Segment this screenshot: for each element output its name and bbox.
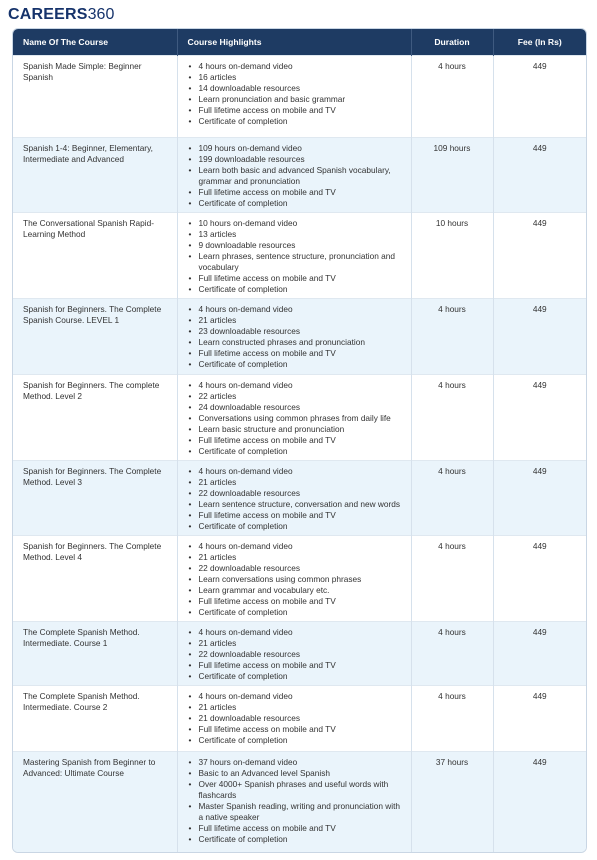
- course-name-cell: Spanish 1-4: Beginner, Elementary, Intermediate and Advanced: [13, 138, 177, 213]
- course-name-cell: Spanish for Beginners. The Complete Method. Level 3: [13, 461, 177, 536]
- course-name-cell: The Complete Spanish Method. Intermediate. Course 1: [13, 622, 177, 686]
- highlight-item: • Conversations using common phrases from daily life: [199, 413, 401, 424]
- highlight-item: • Learn constructed phrases and pronunciation: [199, 337, 401, 348]
- course-highlights-cell: [177, 622, 411, 686]
- course-highlights-cell: [177, 536, 411, 622]
- course-name-cell: Spanish Made Simple: Beginner Spanish: [13, 56, 177, 138]
- table-body: [13, 56, 586, 852]
- highlight-item: • 10 hours on-demand video: [199, 218, 401, 229]
- highlight-item: • Full lifetime access on mobile and TV: [199, 510, 401, 521]
- highlight-item: • Certificate of completion: [199, 735, 401, 746]
- duration-cell: 4 hours: [411, 536, 493, 622]
- course-highlights-cell: [177, 375, 411, 461]
- highlight-item: • 21 downloadable resources: [199, 713, 401, 724]
- header-course-highlights: Course Highlights: [177, 29, 411, 56]
- duration-cell: 4 hours: [411, 56, 493, 138]
- table-row: [13, 752, 586, 852]
- fee-cell: 449: [493, 213, 586, 299]
- fee-cell: 449: [493, 461, 586, 536]
- highlight-item: • Learn conversations using common phrases: [199, 574, 401, 585]
- highlights-list: [188, 143, 401, 209]
- highlight-item: • Learn sentence structure, conversation and new words: [199, 499, 401, 510]
- course-highlights-cell: [177, 686, 411, 752]
- highlight-item: • 22 downloadable resources: [199, 488, 401, 499]
- highlight-item: • Certificate of completion: [199, 607, 401, 618]
- highlight-item: • Full lifetime access on mobile and TV: [199, 724, 401, 735]
- highlight-item: • Certificate of completion: [199, 446, 401, 457]
- careers360-logo[interactable]: [8, 6, 114, 26]
- highlights-list: [188, 466, 401, 532]
- course-name-cell: The Complete Spanish Method. Intermediate. Course 2: [13, 686, 177, 752]
- highlight-item: • 21 articles: [199, 315, 401, 326]
- fee-cell: 449: [493, 536, 586, 622]
- highlights-list: [188, 691, 401, 746]
- table-row: [13, 686, 586, 752]
- header-duration: Duration: [411, 29, 493, 56]
- highlight-item: • 21 articles: [199, 552, 401, 563]
- highlight-item: • Full lifetime access on mobile and TV: [199, 596, 401, 607]
- highlight-item: • 4 hours on-demand video: [199, 304, 401, 315]
- highlight-item: • 21 articles: [199, 638, 401, 649]
- course-name-cell: Spanish for Beginners. The Complete Method. Level 4: [13, 536, 177, 622]
- highlight-item: • Learn pronunciation and basic grammar: [199, 94, 401, 105]
- fee-cell: 449: [493, 622, 586, 686]
- highlight-item: • 22 downloadable resources: [199, 563, 401, 574]
- course-table-container: [12, 28, 587, 853]
- table-row: [13, 138, 586, 213]
- fee-cell: 449: [493, 299, 586, 375]
- course-name-cell: Mastering Spanish from Beginner to Advanced: Ultimate Course: [13, 752, 177, 852]
- highlight-item: • Basic to an Advanced level Spanish: [199, 768, 401, 779]
- course-name-cell: The Conversational Spanish Rapid-Learning Method: [13, 213, 177, 299]
- course-highlights-cell: [177, 213, 411, 299]
- fee-cell: 449: [493, 138, 586, 213]
- highlights-list: [188, 304, 401, 370]
- highlight-item: • Full lifetime access on mobile and TV: [199, 435, 401, 446]
- duration-cell: 4 hours: [411, 622, 493, 686]
- highlight-item: • Full lifetime access on mobile and TV: [199, 823, 401, 834]
- highlight-item: • Certificate of completion: [199, 198, 401, 209]
- highlight-item: • 14 downloadable resources: [199, 83, 401, 94]
- course-name-cell: Spanish for Beginners. The complete Method. Level 2: [13, 375, 177, 461]
- highlight-item: • Learn phrases, sentence structure, pronunciation and vocabulary: [199, 251, 401, 273]
- highlight-item: • 109 hours on-demand video: [199, 143, 401, 154]
- table-row: [13, 461, 586, 536]
- highlight-item: • Certificate of completion: [199, 359, 401, 370]
- course-name-cell: Spanish for Beginners. The Complete Spanish Course. LEVEL 1: [13, 299, 177, 375]
- course-highlights-cell: [177, 752, 411, 852]
- highlight-item: • Full lifetime access on mobile and TV: [199, 348, 401, 359]
- highlight-item: • Learn grammar and vocabulary etc.: [199, 585, 401, 596]
- table-row: [13, 536, 586, 622]
- highlight-item: • Certificate of completion: [199, 284, 401, 295]
- course-highlights-cell: [177, 299, 411, 375]
- highlight-item: • Full lifetime access on mobile and TV: [199, 187, 401, 198]
- highlight-item: • 4 hours on-demand video: [199, 466, 401, 477]
- highlight-item: • 24 downloadable resources: [199, 402, 401, 413]
- highlight-item: • Certificate of completion: [199, 116, 401, 127]
- fee-cell: 449: [493, 375, 586, 461]
- highlight-item: • 4 hours on-demand video: [199, 627, 401, 638]
- table-row: [13, 299, 586, 375]
- highlight-item: • 16 articles: [199, 72, 401, 83]
- table-header-row: [13, 29, 586, 56]
- table-row: [13, 213, 586, 299]
- duration-cell: 4 hours: [411, 686, 493, 752]
- highlights-list: [188, 218, 401, 295]
- highlights-list: [188, 541, 401, 618]
- highlight-item: • Learn both basic and advanced Spanish vocabulary, grammar and pronunciation: [199, 165, 401, 187]
- highlight-item: • 22 articles: [199, 391, 401, 402]
- table-row: [13, 56, 586, 138]
- highlight-item: • 4 hours on-demand video: [199, 61, 401, 72]
- fee-cell: 449: [493, 56, 586, 138]
- table-row: [13, 622, 586, 686]
- highlight-item: • Certificate of completion: [199, 521, 401, 532]
- highlight-item: • 13 articles: [199, 229, 401, 240]
- highlight-item: • 22 downloadable resources: [199, 649, 401, 660]
- duration-cell: 109 hours: [411, 138, 493, 213]
- highlight-item: • 37 hours on-demand video: [199, 757, 401, 768]
- header-course-name: Name Of The Course: [13, 29, 177, 56]
- highlight-item: • Full lifetime access on mobile and TV: [199, 105, 401, 116]
- fee-cell: 449: [493, 752, 586, 852]
- highlight-item: • 4 hours on-demand video: [199, 691, 401, 702]
- fee-cell: 449: [493, 686, 586, 752]
- highlights-list: [188, 627, 401, 682]
- highlight-item: • 199 downloadable resources: [199, 154, 401, 165]
- highlights-list: [188, 380, 401, 457]
- highlights-list: [188, 61, 401, 127]
- duration-cell: 37 hours: [411, 752, 493, 852]
- highlight-item: • 9 downloadable resources: [199, 240, 401, 251]
- course-highlights-cell: [177, 138, 411, 213]
- highlight-item: • Over 4000+ Spanish phrases and useful words with flashcards: [199, 779, 401, 801]
- highlight-item: • Master Spanish reading, writing and pronunciation with a native speaker: [199, 801, 401, 823]
- highlight-item: • 4 hours on-demand video: [199, 380, 401, 391]
- highlight-item: • 21 articles: [199, 477, 401, 488]
- highlights-list: [188, 757, 401, 845]
- header-fee: Fee (In Rs): [493, 29, 586, 56]
- highlight-item: • 21 articles: [199, 702, 401, 713]
- highlight-item: • Learn basic structure and pronunciation: [199, 424, 401, 435]
- logo-text-360: 360: [87, 6, 115, 23]
- highlight-item: • Certificate of completion: [199, 834, 401, 845]
- logo-text-careers: CAREERS: [8, 6, 88, 23]
- duration-cell: 10 hours: [411, 213, 493, 299]
- table-row: [13, 375, 586, 461]
- duration-cell: 4 hours: [411, 299, 493, 375]
- highlight-item: • Certificate of completion: [199, 671, 401, 682]
- course-table: [13, 29, 586, 852]
- highlight-item: • Full lifetime access on mobile and TV: [199, 660, 401, 671]
- highlight-item: • 23 downloadable resources: [199, 326, 401, 337]
- highlight-item: • 4 hours on-demand video: [199, 541, 401, 552]
- course-highlights-cell: [177, 461, 411, 536]
- duration-cell: 4 hours: [411, 461, 493, 536]
- duration-cell: 4 hours: [411, 375, 493, 461]
- highlight-item: • Full lifetime access on mobile and TV: [199, 273, 401, 284]
- course-highlights-cell: [177, 56, 411, 138]
